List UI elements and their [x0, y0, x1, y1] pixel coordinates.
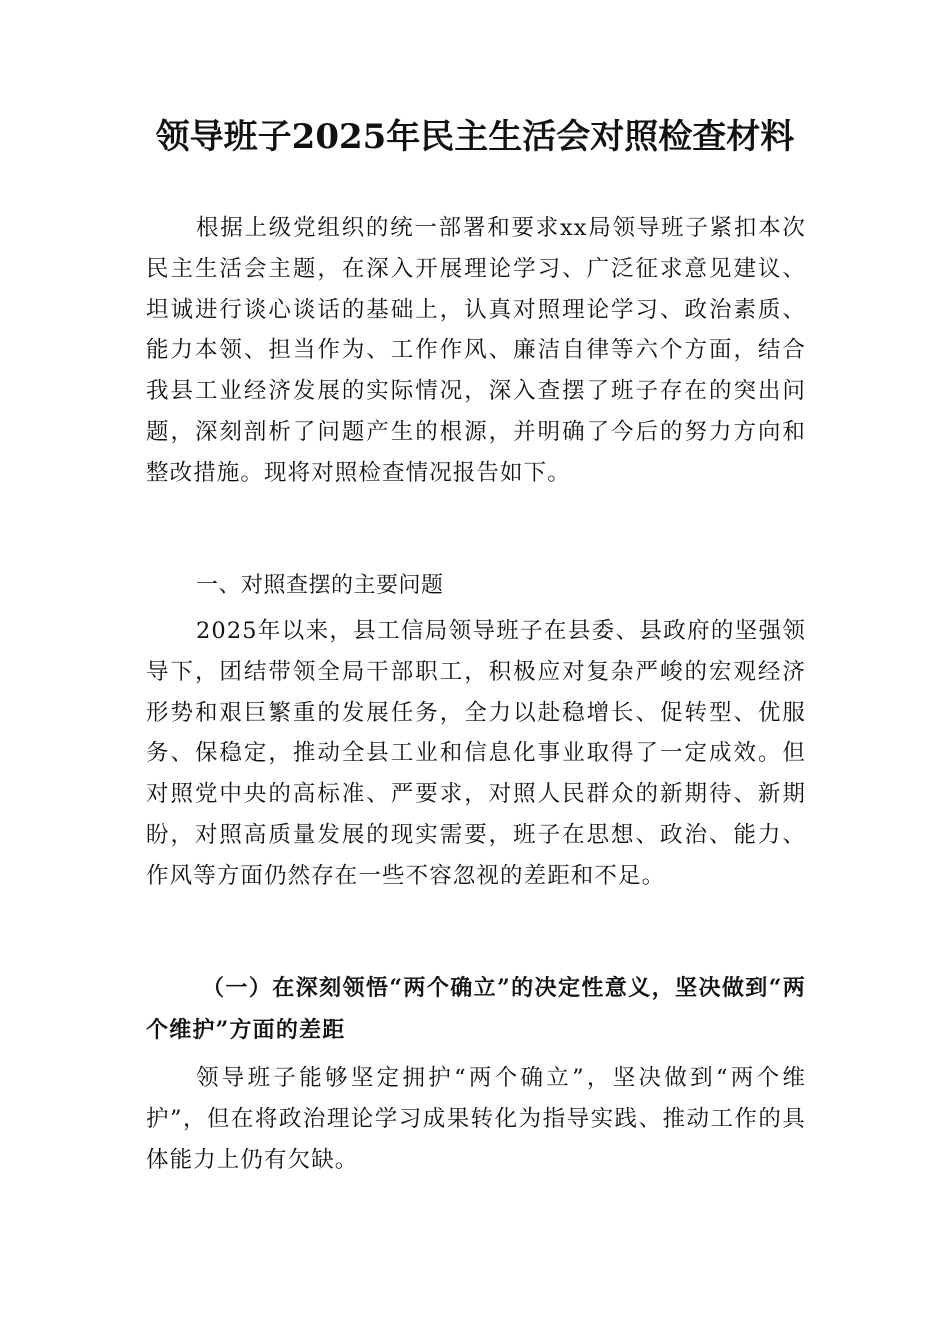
- section-paragraph-2: 2025年以来，县工信局领导班子在县委、县政府的坚强领导下，团结带领全局干部职工，积极应对复杂严峻的宏观经济形势和艰巨繁重的发展任务，全力以赴稳增长、促转型、优服务、保稳定，推动全县工业和信息化事业取得了一定成效。但对照党中央的高标准、严要求，对照人民群众的新期待、新期盼，对照高质量发展的现实需要，班子在思想、政治、能力、作风等方面仍然存在一些不容忽视的差距和不足。: [146, 618, 806, 889]
- section-heading-1: 一、对照查摆的主要问题: [196, 573, 444, 598]
- subsection-heading-1: （一）在深刻领悟“两个确立”的决定性意义，坚决做到“两个维护”方面的差距: [146, 975, 806, 1043]
- subsection-paragraph-1: 领导班子能够坚定拥护“两个确立”，坚决做到“两个维护”，但在将政治理论学习成果转化为指导实践、推动工作的具体能力上仍有欠缺。: [146, 1065, 806, 1173]
- document-title: 领导班子2025年民主生活会对照检查材料: [155, 117, 795, 157]
- intro-paragraph: 根据上级党组织的统一部署和要求xx局领导班子紧扣本次民主生活会主题，在深入开展理论学习、广泛征求意见建议、坦诚进行谈心谈话的基础上，认真对照理论学习、政治素质、能力本领、担当作为、工作作风、廉洁自律等六个方面，结合我县工业经济发展的实际情况，深入查摆了班子存在的突出问题，深刻剖析了问题产生的根源，并明确了今后的努力方向和整改措施。现将对照检查情况报告如下。: [146, 215, 806, 486]
